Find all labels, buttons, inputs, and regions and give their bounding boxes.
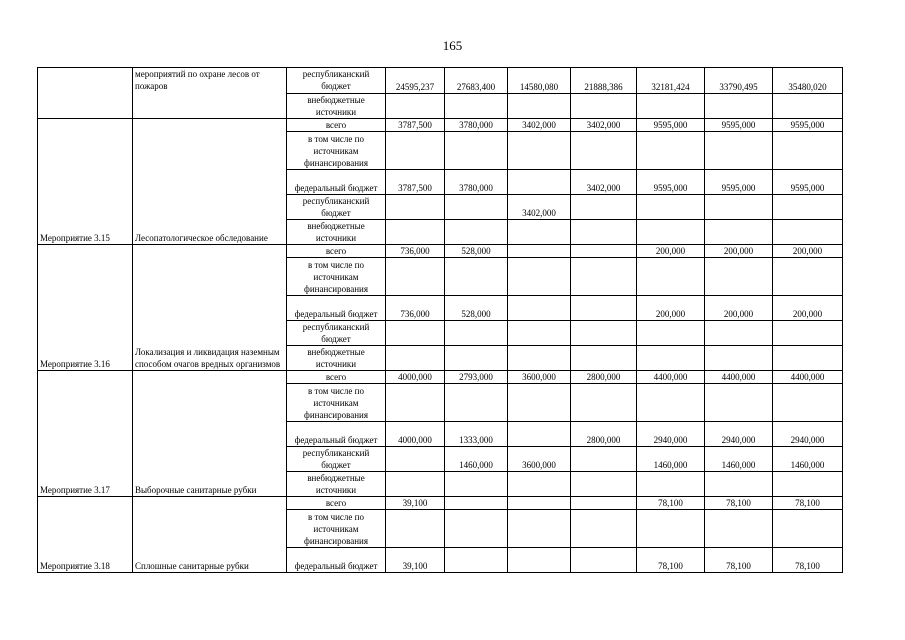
value-cell <box>571 220 637 245</box>
value-cell <box>773 220 843 245</box>
value-cell <box>705 321 773 346</box>
table-row <box>38 119 843 132</box>
funding-source-cell: федеральный бюджет <box>287 548 386 573</box>
funding-source-cell: всего <box>287 497 386 510</box>
value-cell: 4400,000 <box>637 371 705 384</box>
value-cell <box>637 132 705 170</box>
value-cell: 78,100 <box>637 497 705 510</box>
funding-source-cell: республиканский бюджет <box>287 321 386 346</box>
value-cell: 39,100 <box>386 497 445 510</box>
value-cell <box>705 132 773 170</box>
funding-source-cell: федеральный бюджет <box>287 296 386 321</box>
funding-source-cell: внебюджетные источники <box>287 94 386 119</box>
value-cell: 33790,495 <box>705 68 773 94</box>
value-cell <box>445 321 508 346</box>
value-cell: 9595,000 <box>637 170 705 195</box>
table-row <box>38 371 843 384</box>
value-cell: 1460,000 <box>705 447 773 472</box>
value-cell <box>508 497 571 510</box>
value-cell: 528,000 <box>445 296 508 321</box>
value-cell <box>637 510 705 548</box>
value-cell <box>508 346 571 371</box>
value-cell: 35480,020 <box>773 68 843 94</box>
value-cell <box>445 195 508 220</box>
value-cell <box>508 384 571 422</box>
value-cell: 9595,000 <box>705 170 773 195</box>
value-cell <box>571 296 637 321</box>
measure-label-cell <box>38 68 133 119</box>
value-cell <box>705 195 773 220</box>
value-cell <box>508 220 571 245</box>
budget-table <box>37 67 843 573</box>
value-cell <box>773 384 843 422</box>
value-cell <box>445 132 508 170</box>
value-cell <box>571 321 637 346</box>
value-cell: 78,100 <box>637 548 705 573</box>
value-cell <box>705 346 773 371</box>
value-cell <box>386 220 445 245</box>
value-cell <box>571 94 637 119</box>
value-cell <box>571 245 637 258</box>
value-cell <box>508 548 571 573</box>
value-cell <box>445 510 508 548</box>
table-row <box>38 497 843 510</box>
value-cell <box>445 548 508 573</box>
value-cell <box>571 258 637 296</box>
value-cell <box>508 258 571 296</box>
measure-name-cell: мероприятий по охране лесов от пожаров <box>133 68 287 119</box>
value-cell: 21888,386 <box>571 68 637 94</box>
value-cell: 3402,000 <box>508 119 571 132</box>
value-cell: 4400,000 <box>705 371 773 384</box>
measure-label-cell: Мероприятие 3.16 <box>38 245 133 371</box>
value-cell <box>445 220 508 245</box>
value-cell: 3402,000 <box>571 119 637 132</box>
value-cell <box>773 510 843 548</box>
value-cell <box>508 132 571 170</box>
value-cell <box>571 447 637 472</box>
value-cell: 2800,000 <box>571 371 637 384</box>
value-cell: 736,000 <box>386 296 445 321</box>
value-cell <box>571 510 637 548</box>
value-cell <box>773 258 843 296</box>
value-cell <box>386 346 445 371</box>
value-cell: 2940,000 <box>637 422 705 447</box>
value-cell: 200,000 <box>637 296 705 321</box>
value-cell <box>386 472 445 497</box>
value-cell: 9595,000 <box>705 119 773 132</box>
measure-name-cell: Сплошные санитарные рубки <box>133 497 287 573</box>
table-row <box>38 68 843 94</box>
value-cell: 14580,080 <box>508 68 571 94</box>
page-number: 165 <box>442 38 463 53</box>
value-cell <box>705 94 773 119</box>
value-cell: 9595,000 <box>773 170 843 195</box>
funding-source-cell: федеральный бюджет <box>287 170 386 195</box>
value-cell <box>571 132 637 170</box>
value-cell: 2800,000 <box>571 422 637 447</box>
funding-source-cell: внебюджетные источники <box>287 472 386 497</box>
funding-source-cell: всего <box>287 119 386 132</box>
value-cell <box>445 94 508 119</box>
value-cell: 3780,000 <box>445 170 508 195</box>
value-cell <box>773 472 843 497</box>
value-cell <box>705 220 773 245</box>
value-cell <box>508 94 571 119</box>
value-cell: 78,100 <box>705 497 773 510</box>
value-cell: 27683,400 <box>445 68 508 94</box>
value-cell <box>445 472 508 497</box>
value-cell <box>773 132 843 170</box>
value-cell <box>508 245 571 258</box>
value-cell <box>637 472 705 497</box>
funding-source-cell: республиканский бюджет <box>287 195 386 220</box>
value-cell <box>705 258 773 296</box>
value-cell: 3402,000 <box>571 170 637 195</box>
value-cell: 4400,000 <box>773 371 843 384</box>
value-cell: 2793,000 <box>445 371 508 384</box>
table-row <box>38 245 843 258</box>
value-cell <box>705 384 773 422</box>
value-cell <box>637 258 705 296</box>
value-cell <box>445 384 508 422</box>
value-cell: 78,100 <box>705 548 773 573</box>
value-cell <box>637 220 705 245</box>
value-cell <box>637 321 705 346</box>
funding-source-cell: в том числе по источникам финансирования <box>287 510 386 548</box>
value-cell: 78,100 <box>773 497 843 510</box>
value-cell <box>571 384 637 422</box>
value-cell: 1460,000 <box>445 447 508 472</box>
funding-source-cell: в том числе по источникам финансирования <box>287 132 386 170</box>
value-cell <box>508 296 571 321</box>
value-cell: 3600,000 <box>508 371 571 384</box>
value-cell: 3402,000 <box>508 195 571 220</box>
value-cell <box>508 510 571 548</box>
value-cell <box>637 94 705 119</box>
value-cell: 78,100 <box>773 548 843 573</box>
funding-source-cell: внебюджетные источники <box>287 220 386 245</box>
value-cell <box>386 447 445 472</box>
value-cell: 2940,000 <box>705 422 773 447</box>
value-cell <box>508 170 571 195</box>
funding-source-cell: республиканский бюджет <box>287 68 386 94</box>
value-cell: 9595,000 <box>773 119 843 132</box>
value-cell <box>508 472 571 497</box>
value-cell: 1460,000 <box>773 447 843 472</box>
value-cell: 4000,000 <box>386 371 445 384</box>
value-cell: 32181,424 <box>637 68 705 94</box>
value-cell: 1333,000 <box>445 422 508 447</box>
value-cell <box>386 510 445 548</box>
value-cell: 24595,237 <box>386 68 445 94</box>
value-cell: 200,000 <box>773 245 843 258</box>
value-cell <box>637 195 705 220</box>
value-cell: 3787,500 <box>386 119 445 132</box>
value-cell <box>445 346 508 371</box>
measure-name-cell: Локализация и ликвидация наземным способом очагов вредных организмов <box>133 245 287 371</box>
value-cell: 4000,000 <box>386 422 445 447</box>
value-cell <box>445 497 508 510</box>
funding-source-cell: республиканский бюджет <box>287 447 386 472</box>
value-cell: 200,000 <box>637 245 705 258</box>
measure-label-cell: Мероприятие 3.18 <box>38 497 133 573</box>
value-cell <box>386 195 445 220</box>
value-cell <box>571 472 637 497</box>
value-cell: 3600,000 <box>508 447 571 472</box>
value-cell: 9595,000 <box>637 119 705 132</box>
value-cell: 736,000 <box>386 245 445 258</box>
value-cell <box>773 94 843 119</box>
value-cell <box>386 321 445 346</box>
value-cell: 3787,500 <box>386 170 445 195</box>
measure-label-cell: Мероприятие 3.15 <box>38 119 133 245</box>
value-cell <box>773 195 843 220</box>
value-cell <box>571 195 637 220</box>
value-cell <box>637 384 705 422</box>
funding-source-cell: федеральный бюджет <box>287 422 386 447</box>
value-cell <box>705 510 773 548</box>
funding-source-cell: в том числе по источникам финансирования <box>287 258 386 296</box>
funding-source-cell: внебюджетные источники <box>287 346 386 371</box>
value-cell <box>637 346 705 371</box>
funding-source-cell: всего <box>287 245 386 258</box>
value-cell: 200,000 <box>705 296 773 321</box>
value-cell <box>773 346 843 371</box>
value-cell <box>386 384 445 422</box>
value-cell <box>705 472 773 497</box>
value-cell: 3780,000 <box>445 119 508 132</box>
value-cell <box>571 346 637 371</box>
value-cell <box>773 321 843 346</box>
value-cell <box>386 94 445 119</box>
value-cell <box>571 548 637 573</box>
value-cell: 200,000 <box>773 296 843 321</box>
value-cell <box>386 258 445 296</box>
funding-source-cell: всего <box>287 371 386 384</box>
value-cell: 1460,000 <box>637 447 705 472</box>
value-cell <box>508 422 571 447</box>
measure-name-cell: Лесопатологическое обследование <box>133 119 287 245</box>
value-cell: 2940,000 <box>773 422 843 447</box>
measure-label-cell: Мероприятие 3.17 <box>38 371 133 497</box>
funding-source-cell: в том числе по источникам финансирования <box>287 384 386 422</box>
value-cell <box>508 321 571 346</box>
measure-name-cell: Выборочные санитарные рубки <box>133 371 287 497</box>
value-cell <box>445 258 508 296</box>
value-cell <box>571 497 637 510</box>
value-cell: 39,100 <box>386 548 445 573</box>
value-cell: 528,000 <box>445 245 508 258</box>
value-cell <box>386 132 445 170</box>
value-cell: 200,000 <box>705 245 773 258</box>
